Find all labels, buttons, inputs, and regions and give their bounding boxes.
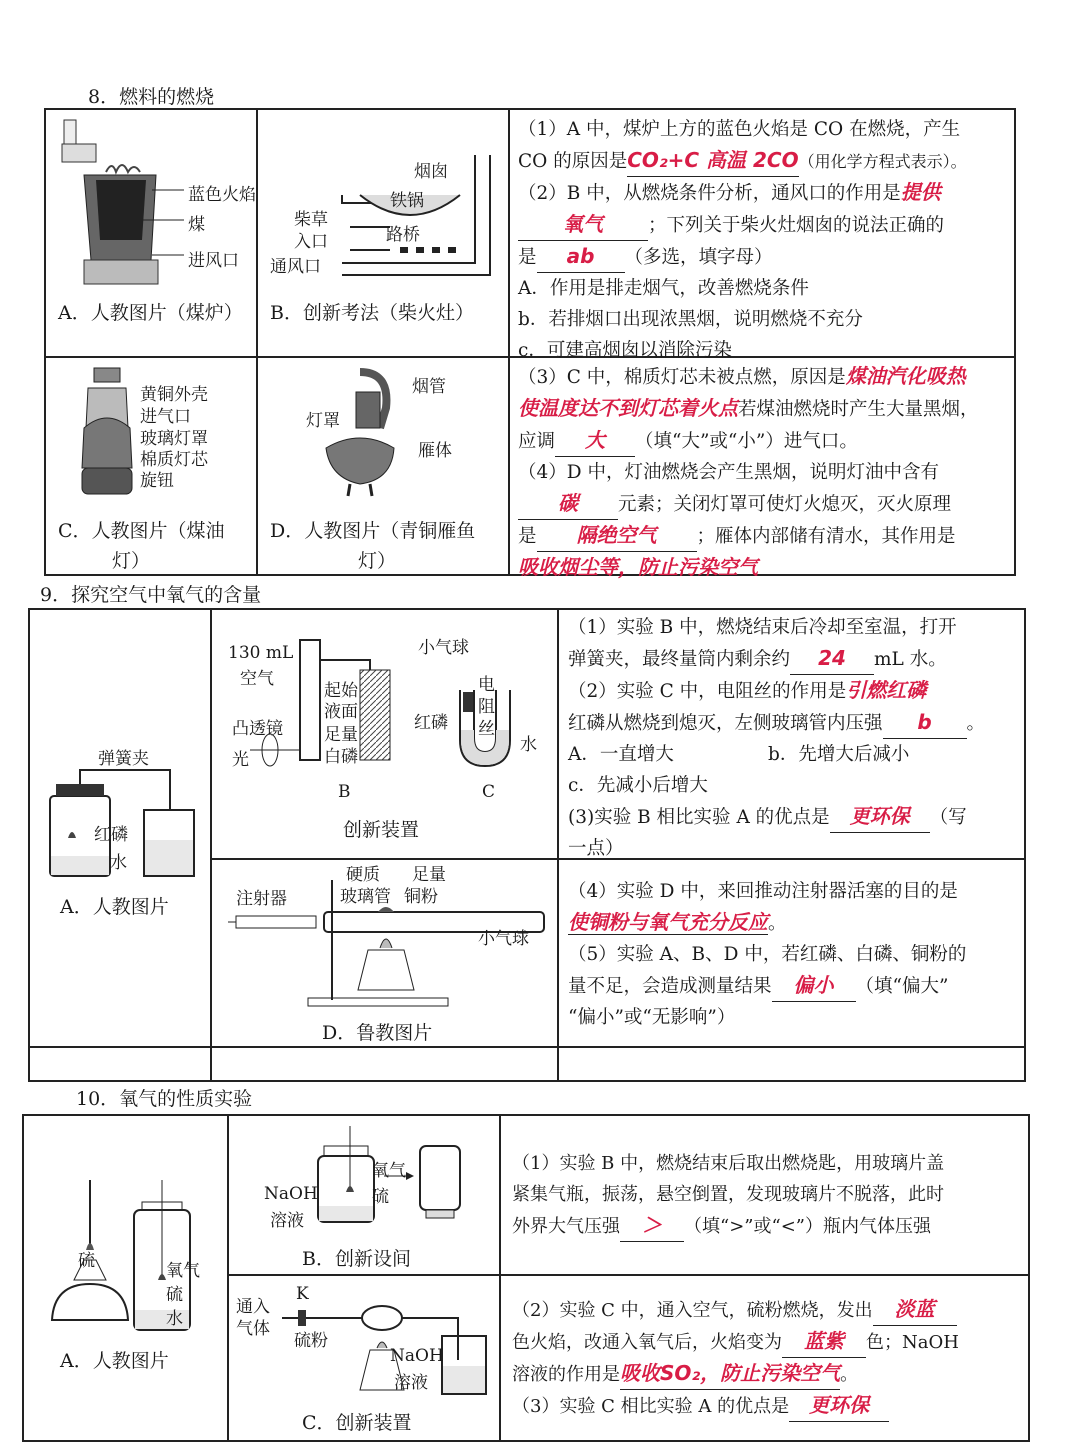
label-convex-lens: 凸透镜 — [232, 719, 283, 739]
label-red-phosphorus-c: 红磷 — [414, 713, 448, 733]
q8-option-c: c．可建高烟囱以消除污染 — [518, 340, 732, 361]
q10-2-answer-2: 蓝紫 — [782, 1326, 866, 1358]
label-blue-flame: 蓝色火焰 — [188, 185, 256, 205]
sec9-questions-bottom: （4）实验 D 中，来回推动注射器活塞的目的是 使铜粉与氧气充分反应。 （5）实验 A、B、D 中，若红磷、白磷、铜粉的 量不足，会造成测量结果 偏小 （填“偏大” “偏小”或“无影响”） — [568, 881, 967, 1028]
q9-2-answer-1: 引燃红磷 — [846, 678, 927, 702]
label-chimney: 烟囱 — [414, 162, 448, 182]
sec10-questions-top: （1）实验 B 中，燃烧结束后取出燃烧匙，用玻璃片盖 紧集气瓶，振荡，悬空倒置，发现玻璃片不脱落，此时 外界大气压强 ＞ （填“>”或“<”）瓶内气体压强 — [512, 1148, 1024, 1242]
q9-1-answer: 24 — [790, 643, 874, 675]
label-air-intake: 进气口 — [140, 407, 191, 427]
label-knob: 旋钮 — [140, 471, 174, 491]
caption-9a: A．人教图片 — [60, 896, 169, 918]
label-white-phosphorus: 白磷 — [324, 747, 358, 767]
sec8-questions-bottom: （3）C 中，棉质灯芯未被点燃，原因是煤油汽化吸热 使温度达不到灯芯着火点若煤油燃烧时产生大量黑烟， 应调 大 （填“大”或“小”）进气口。 （4）D 中，灯油燃烧会产生黑烟，说明灯油中含有 碳 元素；关闭灯罩可使灯火熄灭，灭火原理 是 隔绝空气 ；雁体内部储有清水，其作用是 吸收烟尘等，防止污染空气 — [518, 364, 979, 579]
sec8-questions-top: （1）A 中，煤炉上方的蓝色火焰是 CO 在燃烧，产生 CO 的原因是CO₂+C 高温 2CO（用化学方程式表示）。 （2）B 中，从燃烧条件分析，通风口的作用是提供 氧气 ；下列关于柴火灶烟囱的说法正确的 是 ab （多选，填字母） A．作用是排走烟气，改善燃烧条件 b．若排烟口出现浓黑烟，说明燃烧不充分 c．可建高烟囱以消除污染 — [518, 114, 1012, 366]
label-water-a: 水 — [166, 1309, 183, 1329]
label-naoh-c: NaOH — [390, 1346, 444, 1366]
q8-2-answer-1: 提供 — [900, 180, 941, 204]
label-balloon-d: 小气球 — [478, 929, 529, 949]
label-firewood: 柴草 — [294, 210, 328, 230]
label-spring-clamp: 弹簧夹 — [98, 749, 149, 769]
sec10-questions-bottom: （2）实验 C 中，通入空气，硫粉燃烧，发出 淡蓝 色火焰，改通入氧气后，火焰变为 蓝紫 色；NaOH 溶液的作用是吸收SO₂，防止污染空气。 （3）实验 C 相比实验 A 的优点是 更环保 — [512, 1294, 1024, 1422]
q9-2-answer-2: b — [883, 707, 967, 739]
label-brass-shell: 黄铜外壳 — [140, 385, 208, 405]
label-130ml: 130 mL — [228, 643, 294, 663]
caption-8d-1: D．人教图片（青铜雁鱼 — [270, 520, 476, 542]
label-cotton-wick: 棉质灯芯 — [140, 450, 208, 470]
label-hard-1: 硬质 — [346, 865, 380, 885]
q10-3-answer: 更环保 — [789, 1390, 889, 1422]
coal-stove-figure — [56, 120, 246, 300]
caption-8c-1: C．人教图片（煤油 — [58, 520, 225, 542]
label-sulfur-powder: 硫粉 — [294, 1331, 328, 1351]
q8-1-answer: CO₂+C 高温 2CO — [627, 145, 798, 177]
label-b: B — [338, 782, 351, 802]
label-inlet: 入口 — [294, 232, 328, 252]
label-oxygen-b: 氧气 — [372, 1161, 406, 1181]
label-water: 水 — [110, 853, 127, 873]
label-vent: 通风口 — [270, 257, 321, 277]
caption-9d: D．鲁教图片 — [322, 1022, 433, 1044]
section-10-title: 10．氧气的性质实验 — [76, 1088, 253, 1110]
label-sufficient-d: 足量 — [412, 865, 446, 885]
label-initial: 起始 — [324, 681, 358, 701]
label-light: 光 — [232, 750, 249, 770]
q8-4-answer-2: 隔绝空气 — [537, 520, 697, 552]
label-inlet-c: 通入 — [236, 1297, 270, 1317]
label-c: C — [482, 782, 496, 802]
q8-1-line1: （1）A 中，煤炉上方的蓝色火焰是 CO 在燃烧，产生 — [518, 119, 961, 140]
caption-8d-2: 灯） — [358, 550, 397, 572]
q9-3-answer: 更环保 — [830, 801, 930, 833]
q8-option-b: b．若排烟口出现浓黑烟，说明燃烧不充分 — [518, 309, 863, 330]
label-syringe: 注射器 — [236, 889, 287, 909]
label-level: 液面 — [324, 702, 358, 722]
q8-2-answer-2: 氧气 — [518, 209, 648, 241]
caption-8b: B．创新考法（柴火灶） — [270, 302, 474, 324]
label-air: 空气 — [240, 669, 274, 689]
q8-option-a: A．作用是排走烟气，改善燃烧条件 — [518, 278, 809, 299]
label-lamp-shade: 灯罩 — [306, 411, 340, 431]
caption-9bc: 创新装置 — [343, 819, 420, 841]
label-smoke-pipe: 烟管 — [412, 377, 446, 397]
section-8-title: 8．燃料的燃烧 — [88, 86, 215, 108]
label-goose-body: 雁体 — [418, 441, 452, 461]
label-water-c: 水 — [520, 735, 537, 755]
q9-5-answer: 偏小 — [772, 970, 856, 1002]
goose-lamp-figure — [320, 368, 400, 498]
caption-10a: A．人教图片 — [60, 1350, 169, 1372]
label-k: K — [296, 1284, 309, 1304]
q8-4-answer-1: 碳 — [518, 488, 618, 520]
caption-10c: C．创新装置 — [302, 1412, 412, 1434]
q9-4-answer: 使铜粉与氧气充分反应 — [568, 910, 768, 934]
q8-3-answer-1: 煤油汽化吸热 — [845, 364, 966, 388]
sec9-questions-top: （1）实验 B 中，燃烧结束后冷却至室温，打开 弹簧夹，最终量筒内剩余约 24 mL 水。 （2）实验 C 中，电阻丝的作用是引燃红磷 红磷从燃烧到熄灭，左侧玻璃管内压强 b 。 A．一直增大 b．先增大后减小 c．先减小后增大 (3)实验 B 相比实验 A 的优点是 更环保 （写 一点） — [568, 612, 1020, 864]
caption-8a: A．人教图片（煤炉） — [58, 302, 243, 324]
q9-option-a: A．一直增大 — [568, 744, 674, 765]
kerosene-lamp-figure — [76, 368, 146, 498]
label-solution-b: 溶液 — [270, 1211, 304, 1231]
label-red-phosphorus: 红磷 — [94, 825, 128, 845]
label-grate: 路桥 — [386, 225, 420, 245]
label-sulfur-a: 硫 — [78, 1251, 95, 1271]
label-naoh-b: NaOH — [264, 1184, 318, 1204]
label-glass-cover: 玻璃灯罩 — [140, 429, 208, 449]
q10-1-answer: ＞ — [620, 1210, 684, 1242]
q9-option-c: c．先减小后增大 — [568, 775, 708, 796]
label-resistance-1: 电 — [478, 675, 495, 695]
q8-2-answer-3: ab — [537, 241, 625, 273]
label-wok: 铁锅 — [390, 191, 424, 211]
label-oxygen-a: 氧气 — [166, 1261, 200, 1281]
q8-4-answer-3: 吸收烟尘等，防止污染空气 — [518, 555, 758, 579]
label-resistance-3: 丝 — [478, 719, 495, 739]
q8-3-answer-2: 使温度达不到灯芯着火点 — [518, 396, 738, 420]
q10-2-answer-3: 吸收SO₂，防止污染空气 — [620, 1358, 840, 1390]
label-resistance-2: 阻 — [478, 697, 495, 717]
q10-2-answer-1: 淡蓝 — [873, 1294, 957, 1326]
label-gas-c: 气体 — [236, 1319, 270, 1339]
caption-10b: B．创新设间 — [302, 1248, 411, 1270]
label-coal: 煤 — [188, 215, 205, 235]
q9-option-b: b．先增大后减小 — [768, 744, 910, 765]
label-glass-tube: 玻璃管 — [340, 887, 391, 907]
caption-8c-2: 灯） — [112, 550, 151, 572]
label-small-balloon: 小气球 — [418, 638, 469, 658]
section-9-title: 9．探究空气中氧气的含量 — [40, 584, 262, 606]
label-sulfur-a2: 硫 — [166, 1285, 183, 1305]
label-air-inlet: 进风口 — [188, 251, 239, 271]
label-solution-c: 溶液 — [394, 1373, 428, 1393]
label-sulfur-b: 硫 — [372, 1187, 389, 1207]
q8-3-answer-3: 大 — [555, 425, 635, 457]
label-copper-powder: 铜粉 — [404, 887, 438, 907]
label-sufficient: 足量 — [324, 725, 358, 745]
